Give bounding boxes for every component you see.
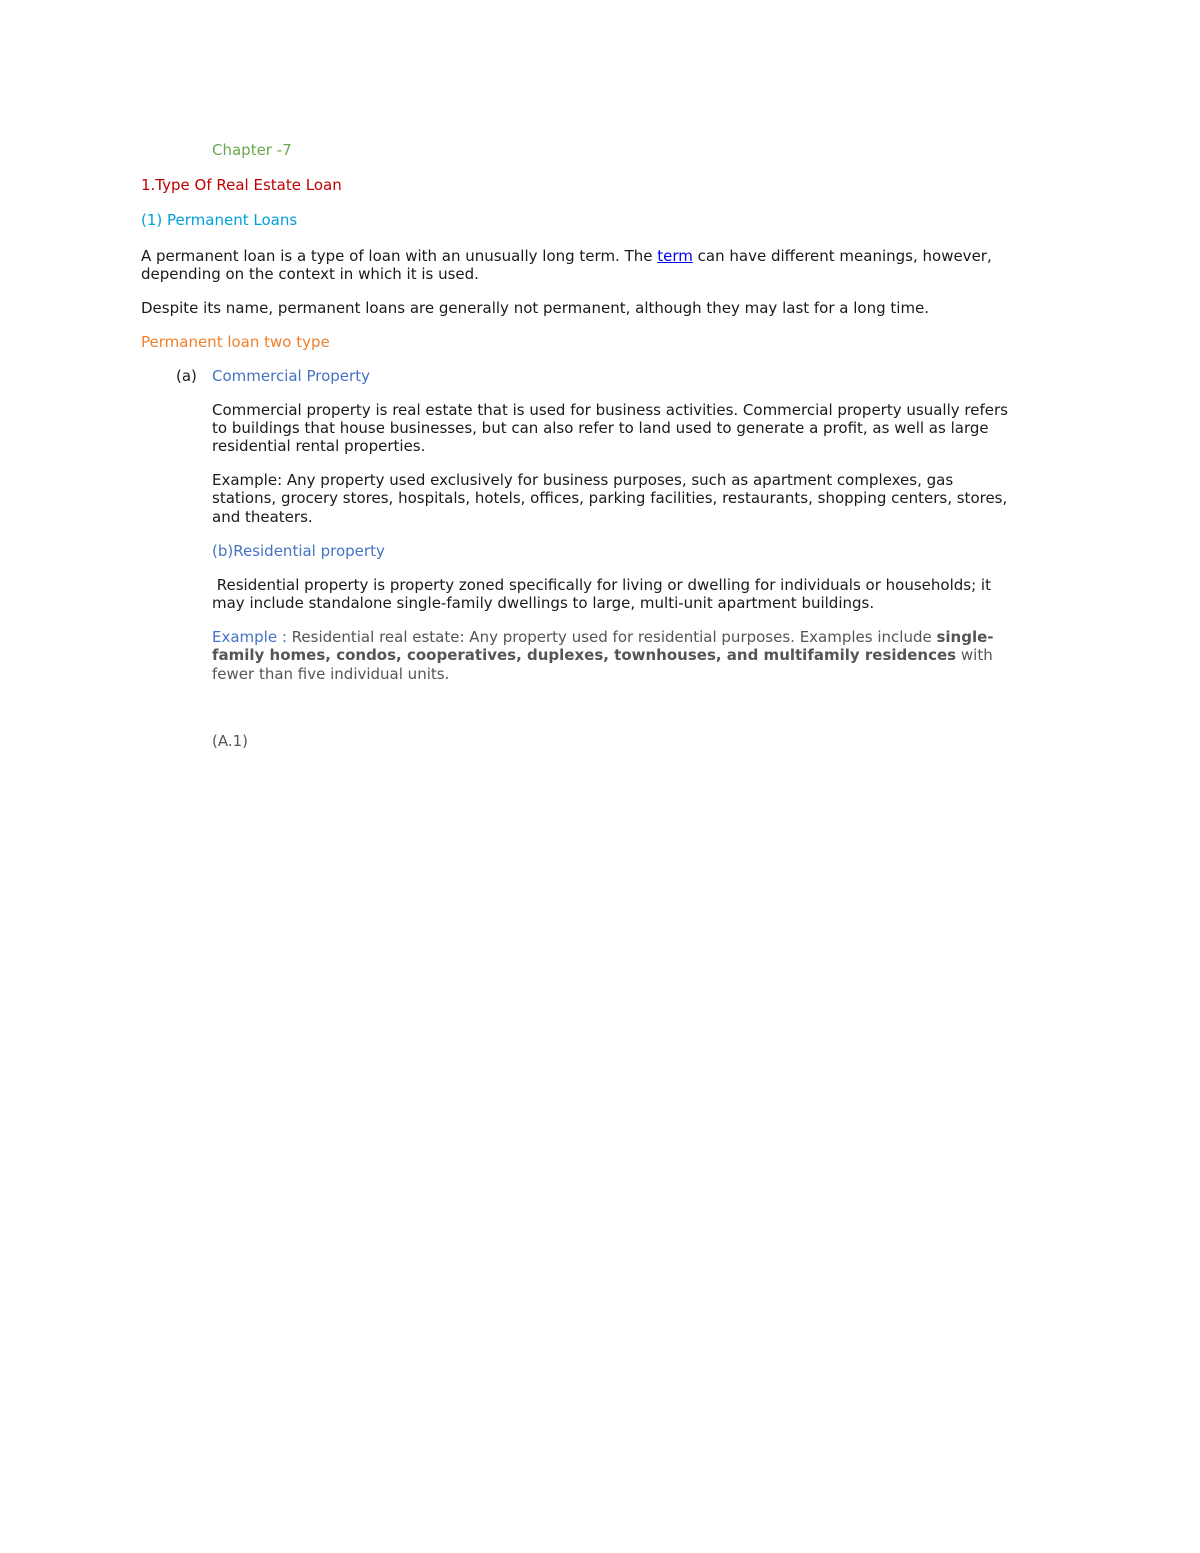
intro-paragraph-line1	[141, 247, 992, 266]
commercial-property-heading: Commercial Property	[212, 367, 370, 385]
residential-example-line1	[212, 628, 994, 647]
commercial-example-line: Example: Any property used exclusively for business purposes, such as apartment complexes, gas	[212, 471, 954, 489]
residential-desc-line: may include standalone single-family dwellings to large, multi-unit apartment buildings.	[212, 594, 875, 612]
residential-example-text: Residential real estate: Any property used for residential purposes. Examples include	[291, 628, 937, 646]
chapter-heading: Chapter -7	[212, 141, 292, 159]
subsection-title: (1) Permanent Loans	[141, 211, 298, 229]
commercial-desc-line: to buildings that house businesses, but can also refer to land used to generate a profit, as well as large	[212, 419, 989, 437]
residential-example-line2	[212, 646, 993, 665]
residential-desc-line: Residential property is property zoned specifically for living or dwelling for individuals or households; it	[212, 576, 991, 594]
commercial-example-line: stations, grocery stores, hospitals, hotels, offices, parking facilities, restaurants, shopping centers, stores,	[212, 489, 1008, 507]
term-link[interactable]: term	[657, 247, 693, 265]
residential-example-text: with	[956, 646, 993, 664]
commercial-desc-line: Commercial property is real estate that is used for business activities. Commercial property usually refers	[212, 401, 1008, 419]
section-title: 1.Type Of Real Estate Loan	[141, 176, 342, 194]
residential-example-bold: family homes, condos, cooperatives, duplexes, townhouses, and multifamily residences	[212, 646, 957, 664]
intro-text-before-link: A permanent loan is a type of loan with an unusually long term. The	[141, 247, 658, 265]
residential-example-bold: single-	[936, 628, 994, 646]
types-heading: Permanent loan two type	[141, 333, 330, 351]
list-marker-a: (a)	[176, 367, 197, 385]
footer-reference: (A.1)	[212, 732, 249, 750]
commercial-example-line: and theaters.	[212, 508, 313, 526]
example-label: Example :	[212, 628, 292, 646]
commercial-desc-line: residential rental properties.	[212, 437, 426, 455]
intro-text-after-link: can have different meanings, however,	[692, 247, 992, 265]
intro-paragraph-line2: depending on the context in which it is used.	[141, 265, 479, 283]
despite-paragraph: Despite its name, permanent loans are generally not permanent, although they may last for a long time.	[141, 299, 930, 317]
residential-property-heading: (b)Residential property	[212, 542, 385, 560]
residential-example-line3: fewer than five individual units.	[212, 665, 450, 683]
